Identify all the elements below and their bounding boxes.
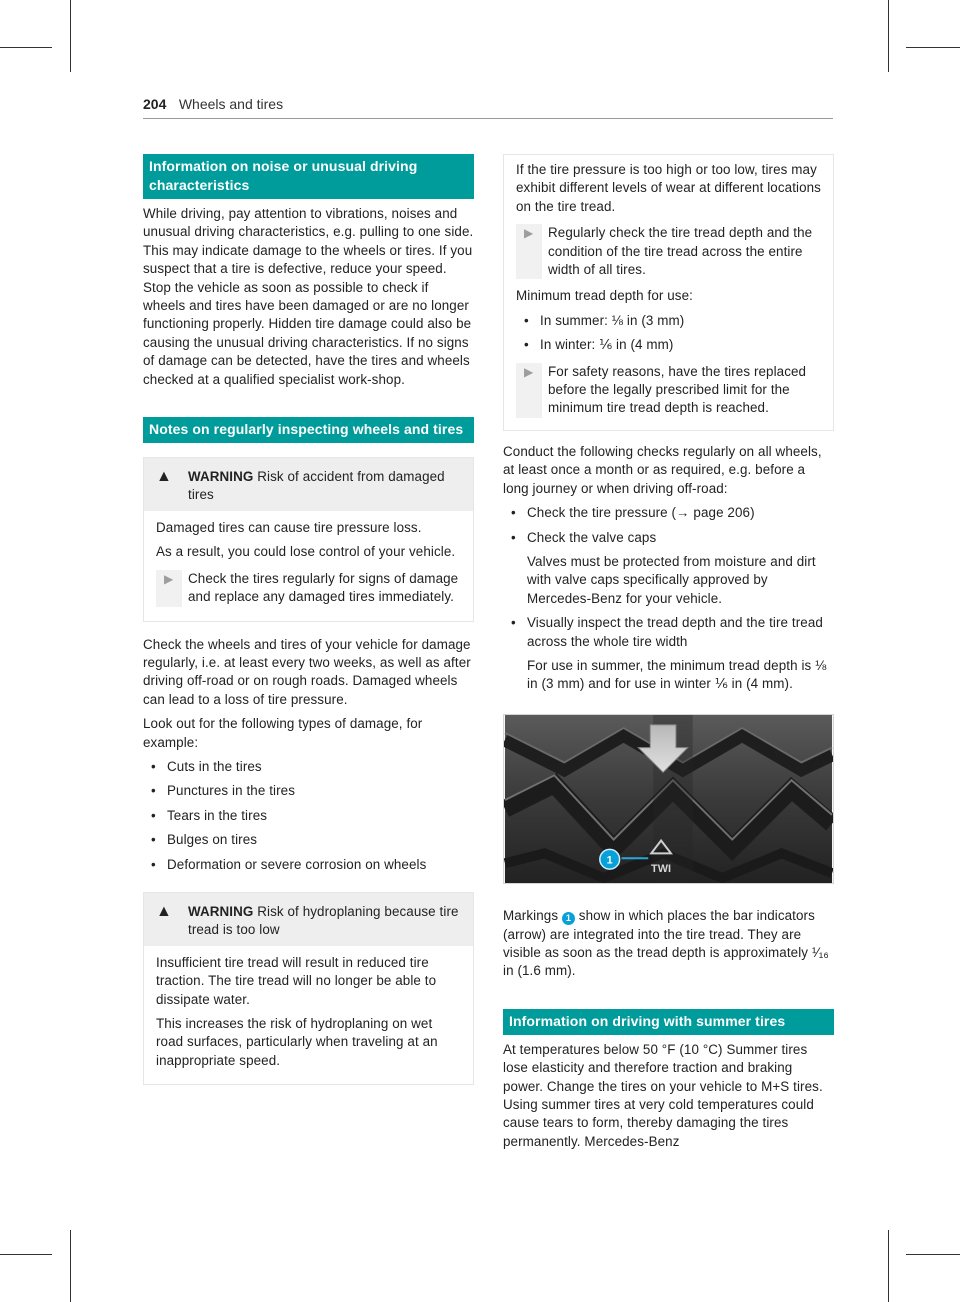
bullet-icon: • xyxy=(524,337,529,353)
warning-box-hydroplaning xyxy=(143,892,474,1085)
warning-title-text: Risk of hydroplaning because tire tread is too low xyxy=(188,903,459,938)
list-item xyxy=(143,782,474,800)
crop-mark xyxy=(70,0,71,72)
checks-list xyxy=(503,504,834,694)
warning-title xyxy=(188,468,463,505)
bullet-icon: • xyxy=(524,312,529,328)
warning-paragraph: This increases the risk of hydroplaning on wet road surfaces, particularly when traveling at an inappropriate speed. xyxy=(156,1016,438,1068)
crop-mark xyxy=(906,1254,960,1255)
section-heading-summer-tires: Information on driving with summer tires xyxy=(503,1009,834,1035)
step-text: Check the tires regularly for signs of damage and replace any damaged tires immediately. xyxy=(188,570,459,605)
warning-box-damaged-tires xyxy=(143,457,474,621)
list-item xyxy=(503,614,834,694)
paragraph-noise: While driving, pay attention to vibrations, noises and unusual driving characteristics, e.g. pulling to one side. This may indicate damage to the wheels or tires. If you suspect that a tire is defective, reduce your speed. Stop the vehicle as soon as possible to check if wheels and tires have been damaged or are no longer functioning properly. Hidden tire damage could also be causing the unusual driving characteristics. If no signs of damage can be detected, have the tires and wheels checked at a qualified specialist work-shop. xyxy=(143,206,474,387)
list-item-subtext: Valves must be protected from moisture and dirt with valve caps specifically approved by Mercedes-Benz for your vehicle. xyxy=(527,553,816,606)
crop-mark xyxy=(70,1230,71,1302)
list-item-text: Visually inspect the tread depth and the tire tread across the whole tire width xyxy=(527,615,823,649)
list-item-text: Bulges on tires xyxy=(167,832,258,848)
triangle-right-icon: ▶ xyxy=(164,571,174,586)
list-item-text: In winter: ⅙ in (4 mm) xyxy=(540,337,674,353)
paragraph-look-out: Look out for the following types of damage, for example: xyxy=(143,716,423,750)
triangle-right-icon: ▶ xyxy=(524,364,534,379)
paragraph-check-wheels: Check the wheels and tires of your vehicle for damage regularly, i.e. at least every two weeks, as well as after driving off-road or on rough roads. Damaged wheels can lead to a loss of tire pressure. xyxy=(143,636,471,707)
bullet-icon: • xyxy=(151,856,156,872)
tread-depth-list xyxy=(516,312,821,355)
list-item xyxy=(143,831,474,849)
crop-mark xyxy=(888,1230,889,1302)
marker-badge: 1 xyxy=(562,912,575,925)
step-text: Regularly check the tire tread depth and the condition of the tire tread across the entire width of all tires. xyxy=(548,225,813,278)
bullet-icon: • xyxy=(151,758,156,774)
list-item xyxy=(503,504,834,522)
crop-mark xyxy=(906,47,960,48)
section-heading-inspecting: Notes on regularly inspecting wheels and tires xyxy=(143,417,474,443)
bullet-icon: • xyxy=(511,615,516,631)
info-paragraph: Minimum tread depth for use: xyxy=(516,288,693,304)
step-bar xyxy=(516,363,542,418)
left-column xyxy=(143,154,474,1085)
paragraph-summer-tires: At temperatures below 50 °F (10 °C) Summer tires lose elasticity and therefore traction and braking power. Change the tires on your vehicle to M+S tires. Using summer tires at very cold temperatures could cause tears to form, thereby damaging the tires permanently. Mercedes-Benz xyxy=(503,1041,823,1149)
list-item-text: Tears in the tires xyxy=(167,807,268,823)
step-bar xyxy=(516,224,542,279)
list-item-text: Check the valve caps xyxy=(527,529,657,545)
step-text: For safety reasons, have the tires replaced before the legally prescribed limit for the minimum tire tread depth is reached. xyxy=(548,363,807,416)
list-item xyxy=(503,529,834,609)
warning-label: WARNING xyxy=(188,469,254,485)
caption-text: Markings xyxy=(503,908,559,924)
list-item-text: Deformation or severe corrosion on wheels xyxy=(167,856,427,872)
list-item xyxy=(516,312,821,330)
warning-title xyxy=(188,903,463,940)
image-marker: 1 xyxy=(606,854,613,867)
warning-paragraph: Damaged tires can cause tire pressure loss. xyxy=(156,519,422,535)
triangle-right-icon: ▶ xyxy=(524,226,534,241)
chapter-title: Wheels and tires xyxy=(178,96,284,112)
bullet-icon: • xyxy=(151,807,156,823)
list-item-text: Punctures in the tires xyxy=(167,783,295,799)
damage-list xyxy=(143,758,474,874)
caption-text: show in which places the bar indicators (arrow) are integrated into the tire tread. They are visible as soon as the tread depth is approximately ¹⁄₁₆ in (1.6 mm). xyxy=(503,908,829,979)
list-item xyxy=(516,336,821,354)
warning-body xyxy=(144,946,473,1084)
list-item-text: In summer: ⅛ in (3 mm) xyxy=(540,312,685,328)
bullet-icon: • xyxy=(151,783,156,799)
bullet-icon: • xyxy=(511,529,516,545)
warning-paragraph: Insufficient tire tread will result in reduced tire traction. The tire tread will no longer be able to dissipate water. xyxy=(156,954,437,1007)
list-item-text: Check the tire pressure (→ page 206) xyxy=(527,505,755,521)
right-column xyxy=(503,154,834,1157)
list-item xyxy=(143,807,474,825)
warning-header xyxy=(144,458,473,511)
crop-mark xyxy=(0,1254,52,1255)
crop-mark xyxy=(888,0,889,72)
step-bar xyxy=(156,570,182,607)
warning-title-text: Risk of accident from damaged tires xyxy=(188,469,445,503)
list-item-subtext: For use in summer, the minimum tread depth is ⅛ in (3 mm) and for use in winter ⅙ in (4 mm). xyxy=(527,657,827,692)
image-caption xyxy=(503,907,834,981)
action-step xyxy=(516,363,821,418)
action-step xyxy=(156,570,461,607)
page-header xyxy=(143,96,833,119)
paragraph-conduct-checks: Conduct the following checks regularly on all wheels, at least once a month or as required, e.g. before a long journey or when driving off-road: xyxy=(503,443,822,496)
warning-label: WARNING xyxy=(188,903,254,919)
bullet-icon: • xyxy=(511,505,516,521)
warning-triangle-icon: ▲ xyxy=(156,902,172,920)
bullet-icon: • xyxy=(151,832,156,848)
crop-mark xyxy=(0,47,52,48)
list-item xyxy=(143,758,474,776)
twi-logo: TWI xyxy=(650,862,672,875)
info-paragraph: If the tire pressure is too high or too low, tires may exhibit different levels of wear at different locations on the tire tread. xyxy=(516,162,821,214)
warning-body xyxy=(144,511,473,621)
list-item-text: Cuts in the tires xyxy=(167,758,262,774)
section-heading-noise: Information on noise or unusual driving characteristics xyxy=(143,154,474,199)
warning-header xyxy=(144,893,473,946)
warning-paragraph: As a result, you could lose control of your vehicle. xyxy=(156,544,456,560)
page-number: 204 xyxy=(143,96,167,112)
action-step xyxy=(516,224,821,279)
info-box-tire-pressure xyxy=(503,154,834,431)
list-item xyxy=(143,856,474,874)
tire-tread-photo xyxy=(503,714,834,884)
warning-triangle-icon: ▲ xyxy=(156,468,172,486)
